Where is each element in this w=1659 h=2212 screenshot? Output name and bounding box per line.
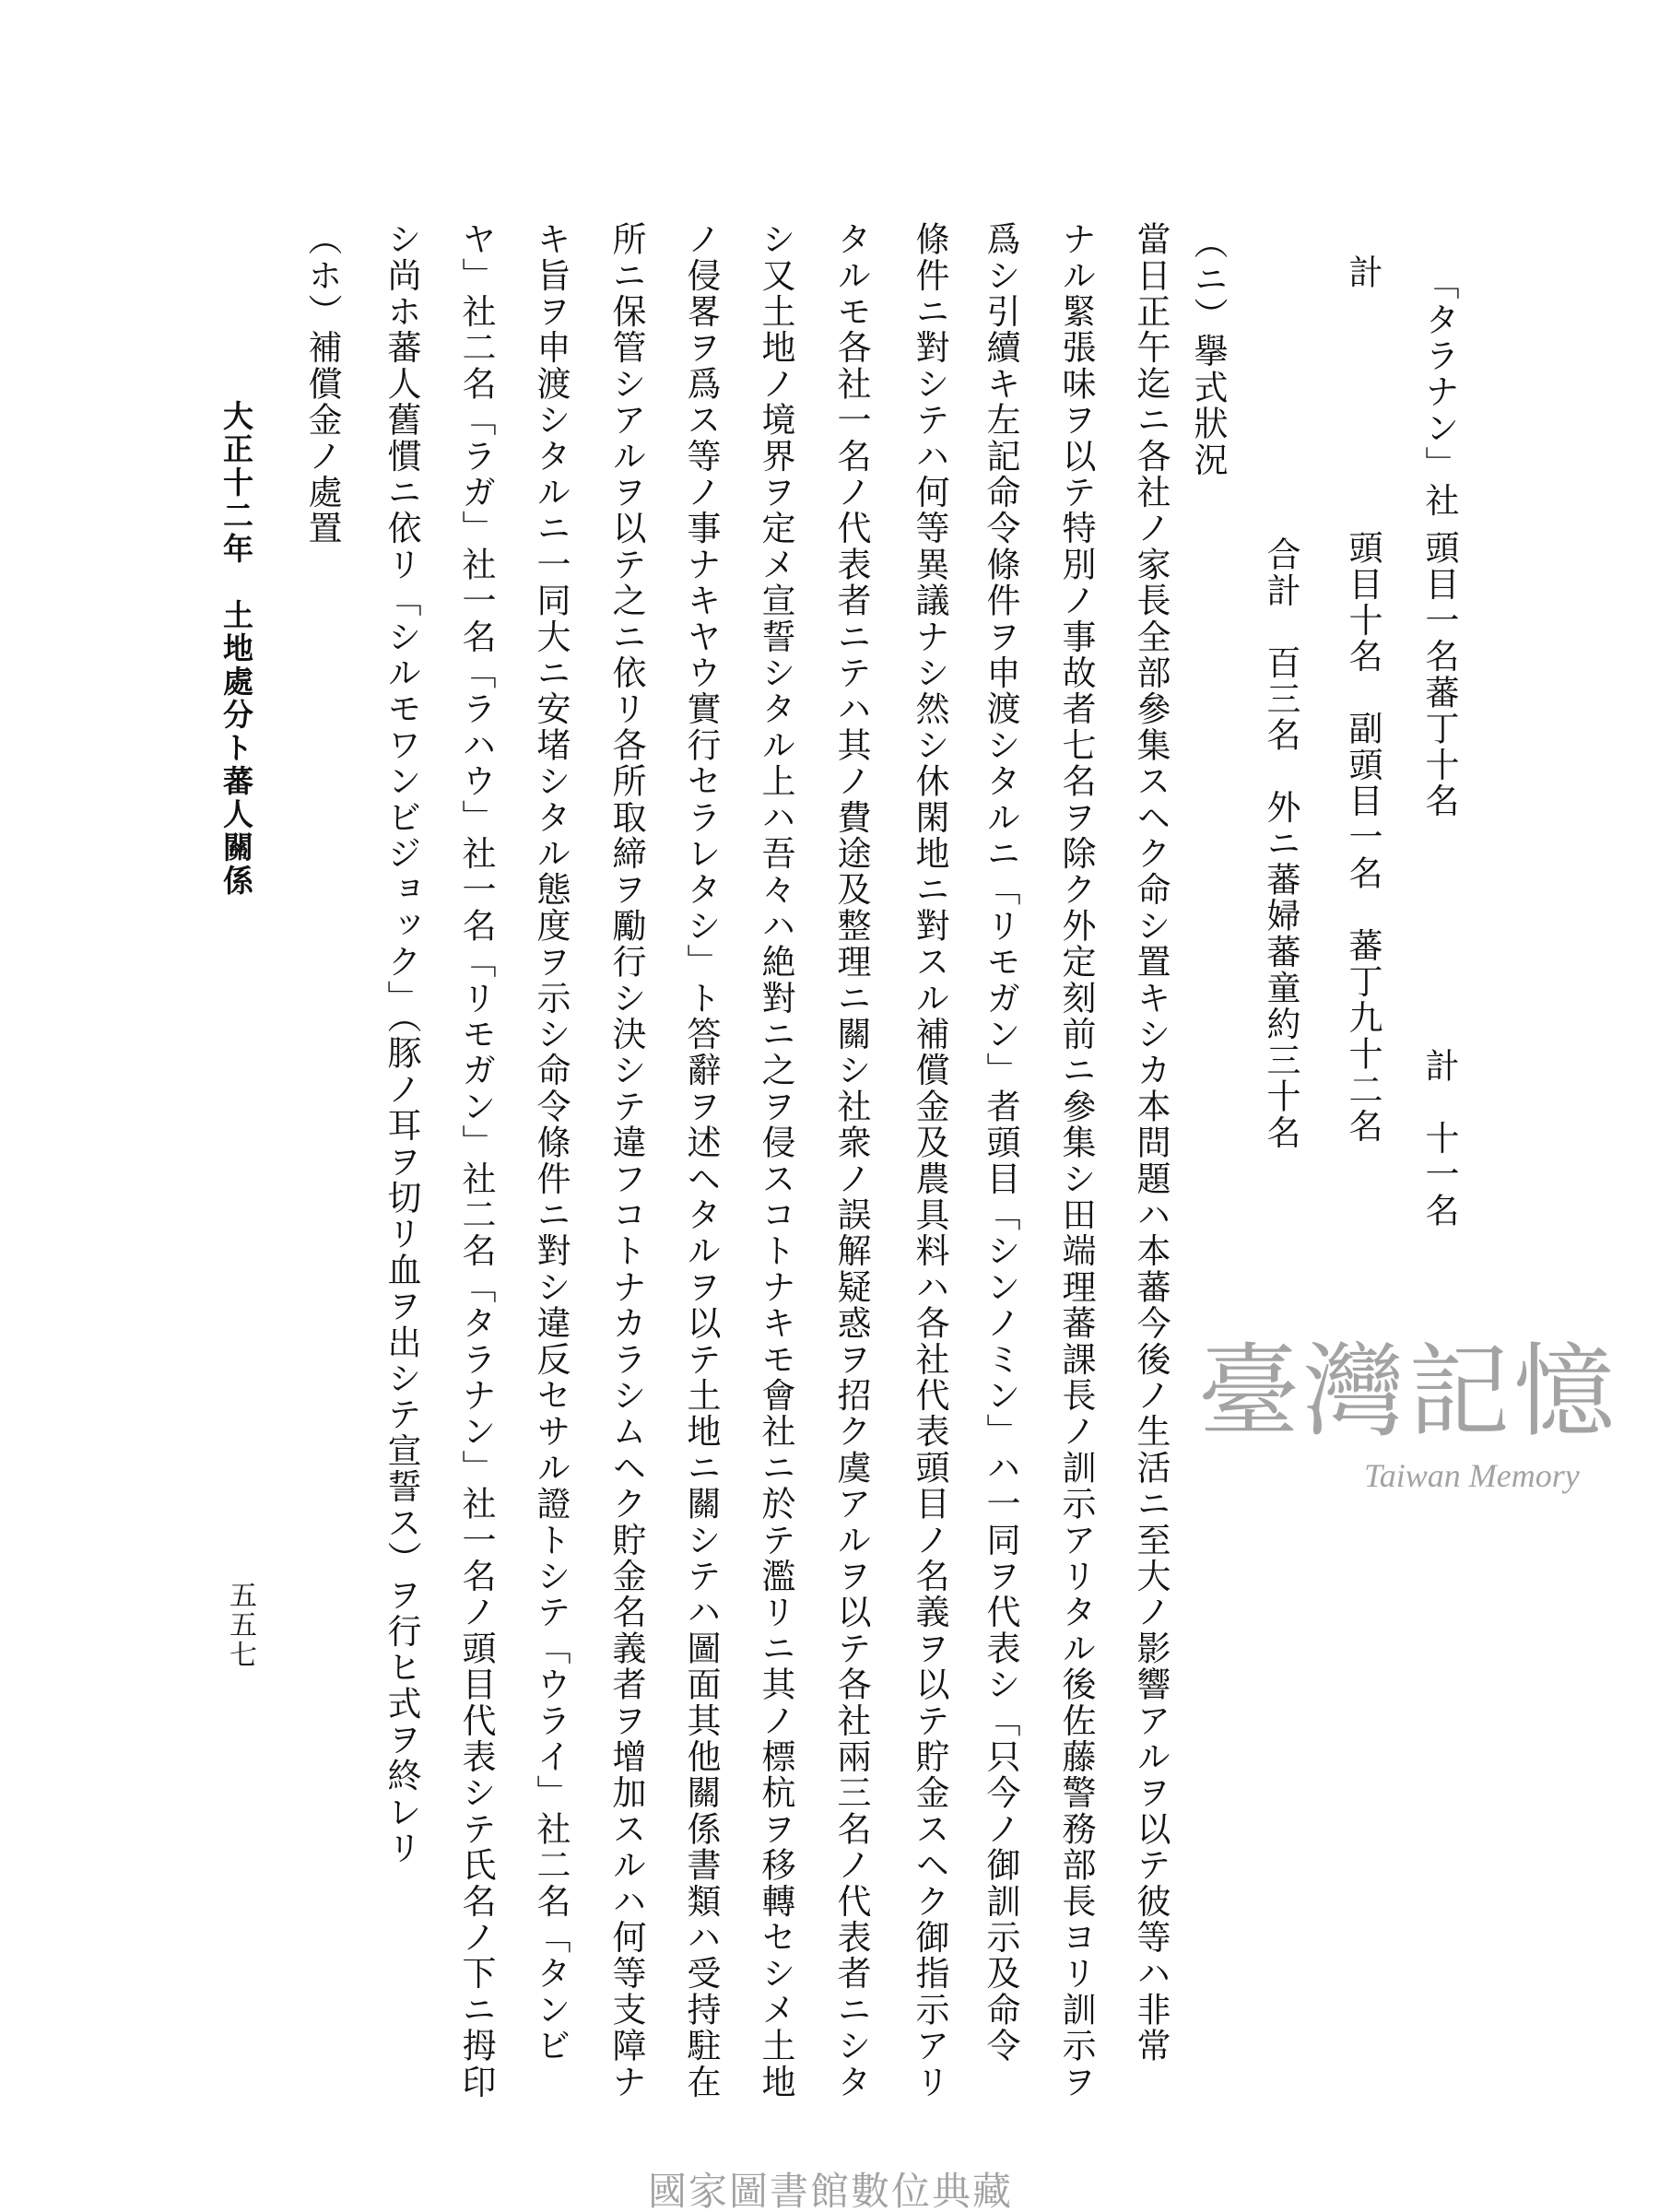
body-line: ノ侵畧ヲ爲ス等ノ事ナキヤウ實行セラレタシ」ト答辭ヲ述ヘタルヲ以テ土地ニ關シテハ圖面其他關係書類ハ受持駐在 [681, 221, 721, 2100]
body-line: ヤ」社二名「ラガ」社一名「ラハウ」社一名「リモガン」社二名「タラナン」社一名ノ頭目代表シテ氏名ノ下ニ拇印 [456, 221, 496, 2100]
tally-tarainan-label: 「タラナン」社 [1419, 265, 1459, 519]
page-number: 五五七 [224, 1581, 256, 1670]
body-line: 當日正午迄ニ各社ノ家長全部參集スヘク命シ置キシカ本問題ハ本蕃今後ノ生活ニ至大ノ影響アルヲ以テ彼等ハ非常 [1131, 221, 1171, 2065]
watermark-logo-english: Taiwan Memory [1364, 1457, 1580, 1494]
tally-tarainan-total: 計 十一名 [1419, 1048, 1459, 1229]
section-ni-heading: （ニ）擧式狀況 [1188, 225, 1228, 478]
body-line: シ又土地ノ境界ヲ定メ宣誓シタル上ハ吾々ハ絶對ニ之ヲ侵スコトナキモ會社ニ於テ濫リニ其ノ標杭ヲ移轉セシメ土地 [756, 221, 795, 2100]
body-line: タルモ各社一名ノ代表者ニテハ其ノ費途及整理ニ關シ社衆ノ誤解疑惑ヲ招ク虞アルヲ以テ各社兩三名ノ代表者ニシタ [831, 221, 871, 2100]
body-line: キ旨ヲ申渡シタルニ一同大ニ安堵シタル態度ヲ示シ命令條件ニ對シ違反セサル證トシテ「ウライ」社二名「タンビ [531, 221, 571, 2065]
watermark-logo: 臺灣記憶 [1198, 1333, 1618, 1451]
body-line: 爲シ引續キ左記命令條件ヲ申渡シタルニ「リモガン」者頭目「シンノミン」ハ一同ヲ代表シ「只今ノ御訓示及命令 [981, 221, 1020, 2065]
tally-grand-total: 合計 百三名 外ニ蕃婦蕃童約三十名 [1261, 536, 1300, 1151]
section-ho-heading: （ホ）補償金ノ處置 [302, 221, 342, 547]
library-attribution: 國家圖書館數位典藏 [648, 2169, 1014, 2212]
tally-total-label: 計 [1343, 254, 1382, 291]
body-line: ナル緊張味ヲ以テ特別ノ事故者七名ヲ除ク外定刻前ニ參集シ田端理蕃課長ノ訓示アリタル後佐藤警務部長ヨリ訓示ヲ [1056, 221, 1096, 2100]
running-title: 大正十二年 土地處分ト蕃人關係 [218, 400, 254, 898]
tally-total-members: 頭目十名 副頭目一名 蕃丁九十二名 [1343, 530, 1382, 1145]
tally-tarainan-members: 頭目一名蕃丁十名 [1419, 530, 1459, 819]
body-line: シ尚ホ蕃人舊慣ニ依リ「シルモワンビジョック」（豚ノ耳ヲ切リ血ヲ出シテ宣誓ス）ヲ行ヒ式ヲ終レリ [382, 221, 421, 1866]
body-line: 所ニ保管シアルヲ以テ之ニ依リ各所取締ヲ勵行シ決シテ違フコトナカラシムヘク貯金名義者ヲ增加スルハ何等支障ナ [606, 221, 646, 2100]
body-line: 條件ニ對シテハ何等異議ナシ然シ休閑地ニ對スル補償金及農具料ハ各社代表頭目ノ名義ヲ以テ貯金スヘク御指示アリ [910, 221, 949, 2100]
